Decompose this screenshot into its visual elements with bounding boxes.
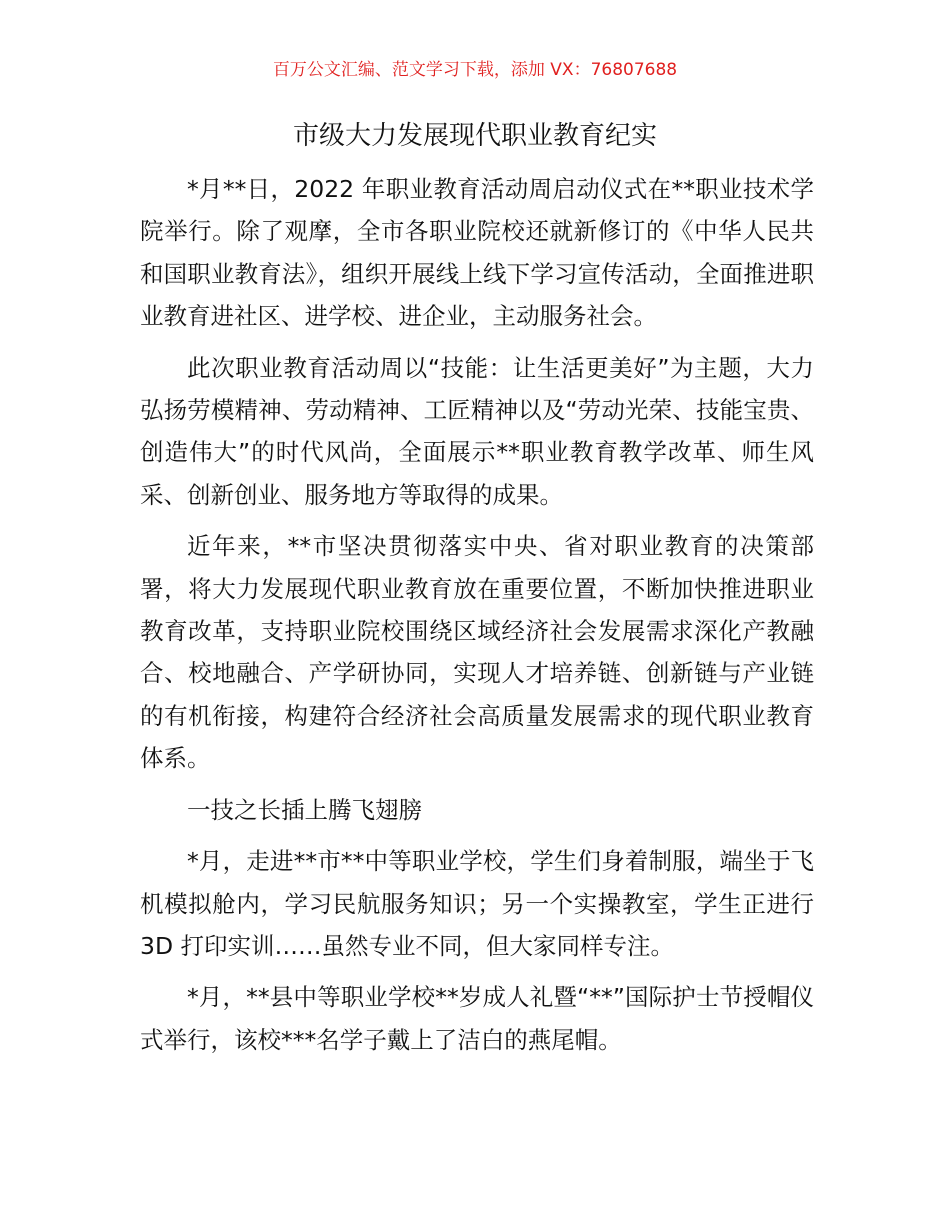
document-body	[140, 168, 814, 1070]
paragraph-2: 此次职业教育活动周以“技能：让生活更美好”为主题，大力弘扬劳模精神、劳动精神、工匠精神以及“劳动光荣、技能宝贵、创造伟大”的时代风尚，全面展示**职业教育教学改革、师生风采、创新创业、服务地方等取得的成果。	[140, 353, 814, 509]
paragraph-5: *月，**县中等职业学校**岁成人礼暨“**”国际护士节授帽仪式举行，该校***名学子戴上了洁白的燕尾帽。	[140, 983, 814, 1054]
paragraph-1: *月**日，2022 年职业教育活动周启动仪式在**职业技术学院举行。除了观摩，全市各职业院校还就新修订的《中华人民共和国职业教育法》，组织开展线上线下学习宣传活动，全面推进职业教育进社区、进学校、进企业，主动服务社会。	[140, 175, 814, 331]
header-promo-note: 百万公文汇编、范文学习下载，添加 VX：76807688	[272, 60, 678, 80]
paragraph-3: 近年来，**市坚决贯彻落实中央、省对职业教育的决策部署，将大力发展现代职业教育放在重要位置，不断加快推进职业教育改革，支持职业院校围绕区域经济社会发展需求深化产教融合、校地融合、产学研协同，实现人才培养链、创新链与产业链的有机衔接，构建符合经济社会高质量发展需求的现代职业教育体系。	[140, 532, 814, 773]
document-title: 市级大力发展现代职业教育纪实	[292, 121, 657, 151]
paragraph-4: *月，走进**市**中等职业学校，学生们身着制服，端坐于飞机模拟舱内，学习民航服务知识；另一个实操教室，学生正进行 3D 打印实训……虽然专业不同，但大家同样专注。	[140, 847, 814, 960]
section-subheading: 一技之长插上腾飞翅膀	[187, 795, 422, 824]
